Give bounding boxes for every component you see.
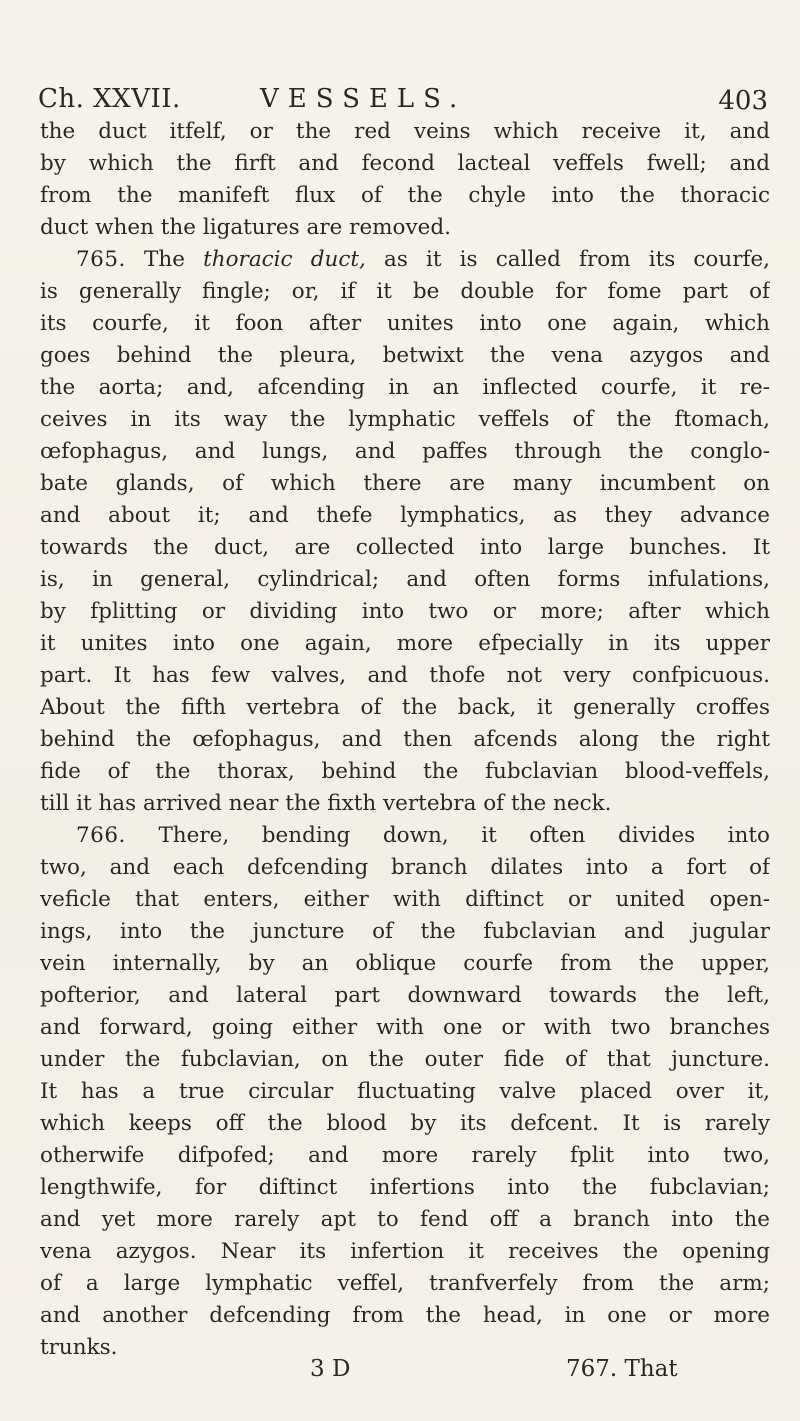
text-line: œfophagus, and lungs, and paffes through the conglo- [40,439,770,464]
text-line: is, in general, cylindrical; and often forms infulations, [40,567,770,592]
running-title: VESSELS. [260,84,467,114]
text-line: its courfe, it foon after unites into one again, which [40,311,770,336]
text-line: veficle that enters, either with diftinct or united open- [40,887,770,912]
paragraph-number: 765. [76,247,126,272]
text-line: towards the duct, are collected into large bunches. It [40,535,770,560]
text-line: is generally fingle; or, if it be double for fome part of [40,279,770,304]
text-line: it unites into one again, more efpecially in its upper [40,631,770,656]
text-line: pofterior, and lateral part downward towards the left, [40,983,770,1008]
paragraph-number: 766. [76,823,126,848]
paragraph-765-start [40,244,770,276]
text-line: and another defcending from the head, in one or more [40,1303,770,1328]
text-line: trunks. [40,1335,118,1360]
text-line: bate glands, of which there are many incumbent on [40,471,770,496]
paragraph-text: The [144,247,185,272]
text-line: till it has arrived near the fixth vertebra of the neck. [40,791,612,816]
catchword: 767. That [566,1356,678,1382]
text-line: two, and each defcending branch dilates into a fort of [40,855,770,880]
paragraph-text: as it is called from its courfe, [384,247,770,272]
text-line: fide of the thorax, behind the fubclavian blood-veffels, [40,759,770,784]
running-head [38,82,768,116]
text-line: It has a true circular fluctuating valve placed over it, [40,1079,770,1104]
text-line: by which the firft and fecond lacteal veffels fwell; and [40,151,770,176]
paragraph-text: There, bending down, it often divides into [158,823,770,848]
text-line: part. It has few valves, and thofe not very confpicuous. [40,663,770,688]
text-line: the duct itfelf, or the red veins which receive it, and [40,119,770,144]
text-line: the aorta; and, afcending in an inflected courfe, it re- [40,375,770,400]
text-line: About the fifth vertebra of the back, it generally croffes [40,695,770,720]
paragraph-766-start [40,820,770,852]
emphasis-term: thoracic duct, [203,247,366,272]
text-line: which keeps off the blood by its defcent. It is rarely [40,1111,770,1136]
text-line: by fplitting or dividing into two or more; after which [40,599,770,624]
chapter-label: Ch. XXVII. [38,84,181,114]
text-line: behind the œfophagus, and then afcends along the right [40,727,770,752]
signature-mark: 3 D [310,1356,351,1382]
body-text [40,116,770,1364]
text-line: and yet more rarely apt to fend off a branch into the [40,1207,770,1232]
text-line: vein internally, by an oblique courfe from the upper, [40,951,770,976]
text-line: ceives in its way the lymphatic veffels of the ftomach, [40,407,770,432]
text-line: from the manifeft flux of the chyle into the thoracic [40,183,770,208]
text-line: ings, into the juncture of the fubclavian and jugular [40,919,770,944]
text-line: lengthwife, for diftinct infertions into the fubclavian; [40,1175,770,1200]
text-line: duct when the ligatures are removed. [40,215,451,240]
text-line: of a large lymphatic veffel, tranfverfely from the arm; [40,1271,770,1296]
text-line: goes behind the pleura, betwixt the vena azygos and [40,343,770,368]
page-number: 403 [718,86,768,116]
page-footer [40,1352,770,1386]
text-line: under the fubclavian, on the outer fide of that juncture. [40,1047,770,1072]
text-line: vena azygos. Near its infertion it receives the opening [40,1239,770,1264]
text-line: and about it; and thefe lymphatics, as they advance [40,503,770,528]
text-line: and forward, going either with one or with two branches [40,1015,770,1040]
text-line: otherwife difpofed; and more rarely fplit into two, [40,1143,770,1168]
